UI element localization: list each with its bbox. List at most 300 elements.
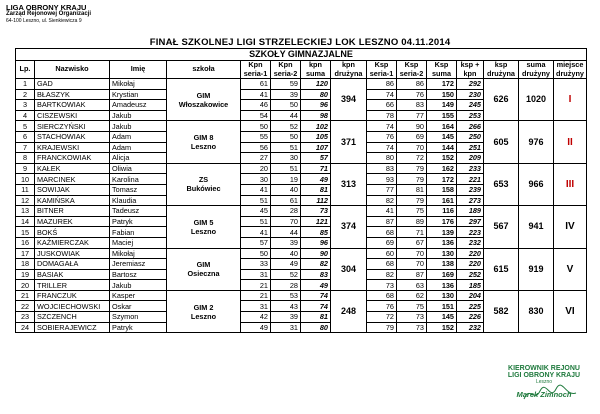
- cell-kpn1: 41: [241, 184, 271, 195]
- cell-nazwisko: GAD: [35, 79, 110, 90]
- cell-kpn-suma: 120: [301, 79, 331, 90]
- table-row: [16, 79, 587, 90]
- cell-kpn2: 70: [271, 216, 301, 227]
- cell-ksp-kpn: 245: [457, 100, 484, 111]
- cell-szkola: [167, 248, 241, 290]
- cell-imie: Oliwia: [110, 163, 167, 174]
- cell-szkola: [167, 206, 241, 248]
- cell-ksp-suma: 130: [427, 248, 457, 259]
- col-suma-druzyny: suma drużyny: [519, 61, 554, 79]
- school-line2: Włoszakowice: [178, 99, 229, 109]
- cell-ksp1: 72: [367, 312, 397, 323]
- cell-kpn1: 61: [241, 79, 271, 90]
- cell-ksp-druzyna: 567: [484, 206, 519, 248]
- cell-ksp1: 76: [367, 131, 397, 142]
- cell-ksp-kpn: 220: [457, 248, 484, 259]
- cell-nazwisko: FRANCZUK: [35, 290, 110, 301]
- cell-imie: Tadeusz: [110, 206, 167, 217]
- cell-suma-druzyny: 976: [519, 121, 554, 163]
- page-title: FINAŁ SZKOLNEJ LIGI STRZELECKIEJ LOK LESZNO 04.11.2014: [149, 37, 451, 48]
- table-row: [16, 206, 587, 217]
- cell-ksp-suma: 130: [427, 290, 457, 301]
- cell-kpn2: 50: [271, 131, 301, 142]
- cell-kpn-suma: 80: [301, 322, 331, 333]
- stamp-line3: Leszno: [535, 379, 553, 385]
- cell-ksp-kpn: 239: [457, 184, 484, 195]
- cell-kpn-suma: 80: [301, 89, 331, 100]
- cell-ksp2: 79: [397, 195, 427, 206]
- cell-lp: 20: [16, 280, 35, 291]
- cell-kpn2: 39: [271, 312, 301, 323]
- cell-kpn1: 57: [241, 237, 271, 248]
- cell-kpn2: 51: [271, 163, 301, 174]
- cell-miejsce: V: [554, 248, 587, 290]
- org-name: LIGA OBRONY KRAJU: [6, 3, 87, 12]
- cell-nazwisko: BOKŚ: [35, 227, 110, 238]
- stamp-line2: LIGI OBRONY KRAJU: [507, 372, 581, 379]
- org-address: 64-100 Leszno, ul. Sienkiewicza 9: [6, 18, 82, 24]
- cell-imie: Mikołaj: [110, 248, 167, 259]
- school-line1: GIM 5: [193, 217, 214, 227]
- cell-kpn2: 59: [271, 79, 301, 90]
- school-line1: GIM: [196, 90, 211, 100]
- cell-kpn1: 56: [241, 142, 271, 153]
- cell-lp: 23: [16, 312, 35, 323]
- cell-kpn2: 49: [271, 259, 301, 270]
- cell-kpn2: 53: [271, 290, 301, 301]
- cell-lp: 12: [16, 195, 35, 206]
- cell-lp: 13: [16, 206, 35, 217]
- cell-kpn2: 28: [271, 206, 301, 217]
- cell-nazwisko: SIERCZYŃSKI: [35, 121, 110, 132]
- cell-nazwisko: SOWIJAK: [35, 184, 110, 195]
- cell-ksp-suma: 164: [427, 121, 457, 132]
- col-szkola: szkoła: [167, 61, 241, 79]
- cell-nazwisko: FRANCKOWIAK: [35, 153, 110, 164]
- cell-ksp-kpn: 251: [457, 142, 484, 153]
- cell-kpn-suma: 74: [301, 301, 331, 312]
- cell-imie: Tomasz: [110, 184, 167, 195]
- cell-ksp1: 93: [367, 174, 397, 185]
- table-row: [16, 290, 587, 301]
- cell-kpn-suma: 96: [301, 237, 331, 248]
- cell-kpn-druzyna: 371: [331, 121, 367, 163]
- stamp-name: Marek Zimnoch: [516, 390, 572, 399]
- cell-ksp1: 68: [367, 259, 397, 270]
- cell-ksp2: 70: [397, 248, 427, 259]
- cell-kpn1: 41: [241, 89, 271, 100]
- cell-kpn-suma: 73: [301, 206, 331, 217]
- cell-szkola: [167, 121, 241, 163]
- cell-kpn-druzyna: 248: [331, 290, 367, 332]
- cell-ksp2: 76: [397, 89, 427, 100]
- cell-imie: Patryk: [110, 322, 167, 333]
- cell-kpn1: 31: [241, 301, 271, 312]
- cell-lp: 18: [16, 259, 35, 270]
- cell-imie: Jakub: [110, 110, 167, 121]
- cell-kpn-suma: 107: [301, 142, 331, 153]
- cell-ksp-kpn: 221: [457, 174, 484, 185]
- cell-kpn-suma: 82: [301, 259, 331, 270]
- cell-ksp1: 82: [367, 269, 397, 280]
- cell-ksp2: 86: [397, 79, 427, 90]
- cell-kpn1: 42: [241, 312, 271, 323]
- cell-ksp-suma: 161: [427, 195, 457, 206]
- cell-lp: 6: [16, 131, 35, 142]
- cell-kpn1: 45: [241, 206, 271, 217]
- cell-imie: Bartosz: [110, 269, 167, 280]
- cell-kpn-suma: 81: [301, 312, 331, 323]
- cell-ksp1: 69: [367, 237, 397, 248]
- col-nazwisko: Nazwisko: [35, 61, 110, 79]
- cell-ksp-kpn: 292: [457, 79, 484, 90]
- cell-ksp1: 73: [367, 280, 397, 291]
- cell-ksp-kpn: 233: [457, 163, 484, 174]
- cell-lp: 1: [16, 79, 35, 90]
- cell-nazwisko: CISZEWSKI: [35, 110, 110, 121]
- cell-miejsce: II: [554, 121, 587, 163]
- cell-lp: 14: [16, 216, 35, 227]
- school-line2: Leszno: [190, 311, 217, 321]
- cell-imie: Mikołaj: [110, 79, 167, 90]
- cell-nazwisko: JUSKOWIAK: [35, 248, 110, 259]
- col-ksp2: Ksp seria-2: [397, 61, 427, 79]
- cell-imie: Karolina: [110, 174, 167, 185]
- table-row: [16, 248, 587, 259]
- cell-kpn-suma: 121: [301, 216, 331, 227]
- cell-ksp-suma: 145: [427, 312, 457, 323]
- col-ksp-kpn: ksp + kpn: [457, 61, 484, 79]
- school-line2: Leszno: [190, 142, 217, 152]
- school-line1: GIM: [196, 260, 211, 270]
- cell-ksp-druzyna: 605: [484, 121, 519, 163]
- cell-miejsce: III: [554, 163, 587, 205]
- cell-nazwisko: KAŹMIERCZAK: [35, 237, 110, 248]
- cell-ksp2: 71: [397, 227, 427, 238]
- cell-kpn1: 20: [241, 163, 271, 174]
- cell-ksp-kpn: 252: [457, 269, 484, 280]
- cell-kpn-suma: 57: [301, 153, 331, 164]
- cell-ksp2: 70: [397, 142, 427, 153]
- cell-lp: 19: [16, 269, 35, 280]
- table-row: [16, 121, 587, 132]
- cell-suma-druzyny: 1020: [519, 79, 554, 121]
- handwritten-signature: [520, 383, 580, 405]
- cell-ksp-suma: 152: [427, 322, 457, 333]
- col-kpn1: Kpn seria-1: [241, 61, 271, 79]
- cell-nazwisko: KRAJEWSKI: [35, 142, 110, 153]
- cell-kpn1: 31: [241, 269, 271, 280]
- cell-ksp1: 83: [367, 163, 397, 174]
- cell-ksp2: 87: [397, 269, 427, 280]
- cell-ksp-suma: 158: [427, 184, 457, 195]
- cell-kpn-suma: 98: [301, 110, 331, 121]
- cell-kpn2: 52: [271, 121, 301, 132]
- cell-kpn1: 50: [241, 121, 271, 132]
- cell-ksp-kpn: 230: [457, 89, 484, 100]
- cell-kpn2: 43: [271, 301, 301, 312]
- stamp-line1: KIEROWNIK REJONU: [508, 365, 580, 372]
- cell-nazwisko: DOMAGAŁA: [35, 259, 110, 270]
- cell-miejsce: IV: [554, 206, 587, 248]
- cell-ksp-suma: 136: [427, 280, 457, 291]
- cell-kpn1: 54: [241, 110, 271, 121]
- cell-lp: 5: [16, 121, 35, 132]
- cell-lp: 4: [16, 110, 35, 121]
- cell-lp: 8: [16, 153, 35, 164]
- cell-kpn-druzyna: 304: [331, 248, 367, 290]
- cell-nazwisko: BASIAK: [35, 269, 110, 280]
- cell-kpn2: 19: [271, 174, 301, 185]
- cell-ksp-suma: 136: [427, 237, 457, 248]
- cell-ksp-suma: 155: [427, 110, 457, 121]
- cell-ksp1: 76: [367, 301, 397, 312]
- cell-kpn1: 51: [241, 195, 271, 206]
- cell-imie: Jakub: [110, 121, 167, 132]
- cell-kpn-suma: 90: [301, 248, 331, 259]
- cell-lp: 22: [16, 301, 35, 312]
- cell-kpn1: 50: [241, 248, 271, 259]
- cell-ksp-kpn: 253: [457, 110, 484, 121]
- col-kpn-druzyna: kpn drużyna: [331, 61, 367, 79]
- cell-ksp2: 89: [397, 216, 427, 227]
- cell-ksp-druzyna: 626: [484, 79, 519, 121]
- col-imie: Imię: [110, 61, 167, 79]
- cell-imie: Adam: [110, 131, 167, 142]
- cell-lp: 17: [16, 248, 35, 259]
- cell-kpn2: 39: [271, 237, 301, 248]
- cell-kpn1: 27: [241, 153, 271, 164]
- cell-ksp1: 78: [367, 110, 397, 121]
- cell-imie: Patryk: [110, 216, 167, 227]
- cell-nazwisko: STACHOWIAK: [35, 131, 110, 142]
- col-ksp-druzyna: ksp drużyna: [484, 61, 519, 79]
- cell-kpn1: 49: [241, 322, 271, 333]
- cell-kpn2: 52: [271, 269, 301, 280]
- cell-ksp1: 77: [367, 184, 397, 195]
- cell-kpn-suma: 83: [301, 269, 331, 280]
- cell-imie: Amadeusz: [110, 100, 167, 111]
- cell-imie: Jakub: [110, 280, 167, 291]
- cell-kpn1: 46: [241, 100, 271, 111]
- results-table: [15, 48, 587, 333]
- cell-kpn2: 28: [271, 280, 301, 291]
- cell-miejsce: I: [554, 79, 587, 121]
- cell-ksp-suma: 139: [427, 227, 457, 238]
- cell-lp: 3: [16, 100, 35, 111]
- cell-kpn2: 61: [271, 195, 301, 206]
- cell-ksp-druzyna: 653: [484, 163, 519, 205]
- cell-imie: Jeremiasz: [110, 259, 167, 270]
- cell-kpn-suma: 74: [301, 290, 331, 301]
- cell-kpn-suma: 102: [301, 121, 331, 132]
- cell-ksp-kpn: 273: [457, 195, 484, 206]
- cell-kpn-suma: 96: [301, 100, 331, 111]
- col-miejsce: miejsce drużyny: [554, 61, 587, 79]
- cell-kpn1: 55: [241, 131, 271, 142]
- cell-kpn-druzyna: 374: [331, 206, 367, 248]
- cell-ksp2: 72: [397, 153, 427, 164]
- cell-ksp2: 77: [397, 110, 427, 121]
- cell-ksp2: 73: [397, 322, 427, 333]
- cell-ksp1: 74: [367, 121, 397, 132]
- cell-imie: Krystian: [110, 89, 167, 100]
- cell-ksp1: 87: [367, 216, 397, 227]
- cell-imie: Alicja: [110, 153, 167, 164]
- cell-ksp2: 75: [397, 206, 427, 217]
- cell-nazwisko: MAZUREK: [35, 216, 110, 227]
- cell-ksp2: 69: [397, 131, 427, 142]
- cell-ksp1: 86: [367, 79, 397, 90]
- cell-ksp-kpn: 204: [457, 290, 484, 301]
- cell-lp: 11: [16, 184, 35, 195]
- cell-ksp-kpn: 223: [457, 227, 484, 238]
- cell-ksp1: 66: [367, 100, 397, 111]
- school-line2: Osieczna: [187, 269, 220, 279]
- cell-kpn-suma: 49: [301, 280, 331, 291]
- cell-kpn2: 44: [271, 110, 301, 121]
- cell-lp: 15: [16, 227, 35, 238]
- cell-lp: 24: [16, 322, 35, 333]
- cell-lp: 9: [16, 163, 35, 174]
- col-kpn-suma: kpn suma: [301, 61, 331, 79]
- cell-ksp-suma: 152: [427, 153, 457, 164]
- cell-nazwisko: BITNER: [35, 206, 110, 217]
- cell-imie: Szymon: [110, 312, 167, 323]
- cell-ksp-kpn: 189: [457, 206, 484, 217]
- cell-ksp2: 67: [397, 237, 427, 248]
- cell-imie: Oskar: [110, 301, 167, 312]
- cell-ksp-kpn: 226: [457, 312, 484, 323]
- cell-imie: Klaudia: [110, 195, 167, 206]
- cell-ksp1: 68: [367, 227, 397, 238]
- table-row: [16, 163, 587, 174]
- cell-ksp2: 73: [397, 312, 427, 323]
- cell-ksp-druzyna: 582: [484, 290, 519, 332]
- cell-kpn-suma: 105: [301, 131, 331, 142]
- cell-imie: Maciej: [110, 237, 167, 248]
- school-line2: Bukówiec: [186, 184, 221, 194]
- cell-ksp2: 70: [397, 259, 427, 270]
- cell-ksp-suma: 150: [427, 89, 457, 100]
- col-kpn2: Kpn seria-2: [271, 61, 301, 79]
- cell-lp: 7: [16, 142, 35, 153]
- cell-kpn-suma: 85: [301, 227, 331, 238]
- school-line1: GIM 2: [193, 302, 214, 312]
- cell-nazwisko: KAMIŃSKA: [35, 195, 110, 206]
- col-ksp-suma: Ksp suma: [427, 61, 457, 79]
- cell-kpn-druzyna: 394: [331, 79, 367, 121]
- cell-kpn-suma: 112: [301, 195, 331, 206]
- cell-ksp1: 60: [367, 248, 397, 259]
- cell-ksp-kpn: 225: [457, 301, 484, 312]
- cell-nazwisko: TRILLER: [35, 280, 110, 291]
- cell-nazwisko: WOJCIECHOWSKI: [35, 301, 110, 312]
- cell-ksp-suma: 144: [427, 142, 457, 153]
- col-lp: Lp.: [16, 61, 35, 79]
- cell-ksp-suma: 145: [427, 131, 457, 142]
- cell-ksp1: 79: [367, 322, 397, 333]
- cell-szkola: [167, 290, 241, 332]
- cell-kpn1: 33: [241, 259, 271, 270]
- cell-kpn-suma: 71: [301, 163, 331, 174]
- cell-ksp-kpn: 250: [457, 131, 484, 142]
- cell-kpn2: 40: [271, 248, 301, 259]
- cell-lp: 21: [16, 290, 35, 301]
- cell-kpn1: 51: [241, 216, 271, 227]
- cell-ksp1: 68: [367, 290, 397, 301]
- cell-lp: 10: [16, 174, 35, 185]
- cell-suma-druzyny: 919: [519, 248, 554, 290]
- cell-ksp-kpn: 232: [457, 322, 484, 333]
- cell-nazwisko: SZCZENCH: [35, 312, 110, 323]
- cell-ksp2: 79: [397, 163, 427, 174]
- cell-nazwisko: BŁASZYK: [35, 89, 110, 100]
- school-line2: Leszno: [190, 226, 217, 236]
- cell-kpn-druzyna: 313: [331, 163, 367, 205]
- cell-ksp1: 80: [367, 153, 397, 164]
- cell-suma-druzyny: 966: [519, 163, 554, 205]
- cell-ksp2: 81: [397, 184, 427, 195]
- cell-imie: Adam: [110, 142, 167, 153]
- school-line1: GIM 8: [193, 133, 214, 143]
- cell-ksp2: 63: [397, 280, 427, 291]
- results-body: [16, 79, 587, 333]
- cell-ksp-kpn: 266: [457, 121, 484, 132]
- cell-lp: 16: [16, 237, 35, 248]
- cell-ksp-suma: 172: [427, 79, 457, 90]
- cell-kpn1: 21: [241, 290, 271, 301]
- cell-ksp2: 90: [397, 121, 427, 132]
- cell-ksp1: 74: [367, 142, 397, 153]
- cell-ksp-druzyna: 615: [484, 248, 519, 290]
- cell-kpn1: 41: [241, 227, 271, 238]
- cell-ksp-suma: 138: [427, 259, 457, 270]
- cell-ksp-suma: 169: [427, 269, 457, 280]
- cell-ksp-suma: 116: [427, 206, 457, 217]
- org-unit: Zarząd Rejonowej Organizacji: [6, 11, 92, 17]
- cell-lp: 2: [16, 89, 35, 100]
- school-line1: ZS: [198, 175, 209, 185]
- cell-ksp1: 74: [367, 89, 397, 100]
- cell-kpn1: 30: [241, 174, 271, 185]
- cell-ksp-suma: 151: [427, 301, 457, 312]
- table-subtitle: SZKOŁY GIMNAZJALNE: [16, 49, 587, 61]
- cell-ksp-kpn: 232: [457, 237, 484, 248]
- cell-ksp-kpn: 220: [457, 259, 484, 270]
- col-ksp1: Ksp seria-1: [367, 61, 397, 79]
- cell-suma-druzyny: 941: [519, 206, 554, 248]
- cell-kpn2: 40: [271, 184, 301, 195]
- cell-imie: Fabian: [110, 227, 167, 238]
- cell-nazwisko: MARCINEK: [35, 174, 110, 185]
- cell-nazwisko: BARTKOWIAK: [35, 100, 110, 111]
- cell-ksp2: 83: [397, 100, 427, 111]
- cell-kpn2: 31: [271, 322, 301, 333]
- cell-ksp-kpn: 185: [457, 280, 484, 291]
- cell-szkola: [167, 163, 241, 205]
- cell-ksp-suma: 149: [427, 100, 457, 111]
- cell-imie: Kasper: [110, 290, 167, 301]
- cell-ksp2: 79: [397, 174, 427, 185]
- cell-kpn2: 51: [271, 142, 301, 153]
- cell-ksp1: 82: [367, 195, 397, 206]
- cell-suma-druzyny: 830: [519, 290, 554, 332]
- cell-miejsce: VI: [554, 290, 587, 332]
- cell-kpn-suma: 81: [301, 184, 331, 195]
- cell-ksp-suma: 162: [427, 163, 457, 174]
- cell-ksp-kpn: 209: [457, 153, 484, 164]
